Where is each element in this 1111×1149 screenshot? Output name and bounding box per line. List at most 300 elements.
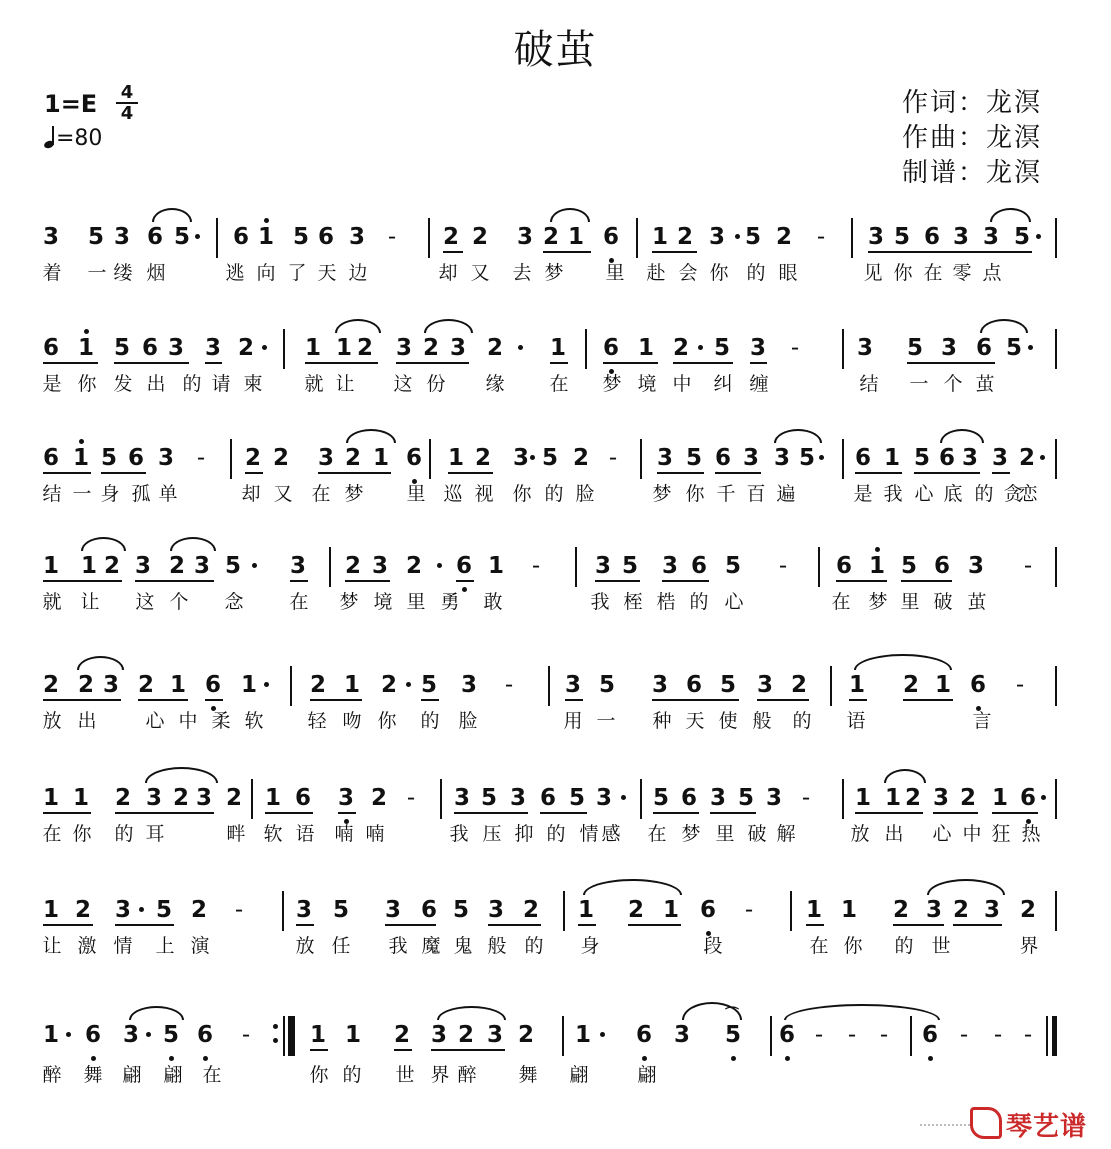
- note: 6: [700, 895, 716, 925]
- tie-slur: [583, 879, 682, 895]
- lyric-char: 梦: [652, 483, 672, 505]
- high-octave-dot: [84, 329, 89, 334]
- note: 1: [43, 1022, 60, 1048]
- note: 3: [517, 224, 534, 250]
- beam-underline: [205, 699, 223, 701]
- tie-slur: [424, 319, 473, 333]
- lyric-char: 一: [72, 483, 92, 505]
- note: 5: [725, 553, 742, 579]
- beam-underline: [454, 812, 528, 814]
- note: 1: [345, 1022, 362, 1048]
- note: 3: [396, 335, 413, 361]
- lyric-char: 赴: [646, 262, 666, 284]
- note: 2: [628, 897, 645, 923]
- note: 1: [43, 897, 60, 923]
- lyric-char: 在: [549, 373, 569, 395]
- note: 2: [75, 897, 92, 923]
- lyric-char: 就: [42, 591, 62, 613]
- note: 6: [128, 445, 145, 471]
- note: 2: [472, 224, 489, 250]
- note: 2: [443, 224, 460, 250]
- beam-underline: [628, 924, 681, 926]
- beam-underline: [855, 812, 923, 814]
- lyric-char: 用: [563, 710, 583, 732]
- note: 3: [657, 445, 674, 471]
- lyric-char: 的: [420, 710, 440, 732]
- lyric-char: 吻: [342, 710, 362, 732]
- tie-slur: [990, 208, 1031, 222]
- note: 6: [636, 1020, 652, 1050]
- lyric-char: 醉: [42, 1064, 62, 1086]
- lyric-char: 结: [859, 373, 879, 395]
- note: 2: [173, 785, 190, 811]
- lyric-char: 柬: [243, 373, 263, 395]
- beam-underline: [901, 580, 952, 582]
- note: 2: [673, 335, 690, 361]
- lyric-char: 你: [377, 710, 397, 732]
- lyric-char: 软: [263, 823, 283, 845]
- tie-slur: [170, 537, 216, 551]
- beam-underline: [662, 580, 709, 582]
- lyric-char: 喃: [365, 823, 385, 845]
- lyric-char: 梦: [681, 823, 701, 845]
- note: 2: [138, 672, 155, 698]
- lyric-char: 梦: [868, 591, 888, 613]
- note-extension: -: [790, 335, 800, 361]
- note: 6: [197, 1020, 213, 1050]
- lyric-char: 你: [843, 935, 863, 957]
- note: 3: [431, 1022, 448, 1048]
- tie-slur: [927, 879, 1005, 895]
- beam-underline: [296, 924, 314, 926]
- note: 6: [421, 897, 438, 923]
- note: 6: [976, 335, 993, 361]
- augmentation-dot: [66, 1032, 71, 1037]
- note: 3: [510, 785, 527, 811]
- lyric-char: 了: [287, 262, 307, 284]
- note: 3: [196, 785, 213, 811]
- lyric-char: 般: [487, 935, 507, 957]
- lyric-char: 却: [241, 483, 261, 505]
- note: 1: [578, 897, 595, 923]
- lyric-char: 在: [923, 262, 943, 284]
- bar-line: [910, 1016, 912, 1056]
- note: 2: [458, 1022, 475, 1048]
- bar-line: [1055, 329, 1057, 369]
- bar-line: [636, 218, 638, 258]
- beam-underline: [933, 812, 978, 814]
- beam-underline: [310, 699, 362, 701]
- beam-underline: [43, 924, 93, 926]
- bar-line: [851, 218, 853, 258]
- note: 1: [373, 445, 390, 471]
- lyric-char: 种: [652, 710, 672, 732]
- lyric-char: 破: [747, 823, 767, 845]
- tie-slur: [81, 537, 126, 551]
- note: 6: [147, 224, 164, 250]
- note: 1: [992, 785, 1009, 811]
- lyric-char: 巡: [443, 483, 463, 505]
- lyrics-row: [0, 706, 1111, 736]
- lyric-char: 的: [894, 935, 914, 957]
- note: 2: [394, 1022, 411, 1048]
- note: 1: [855, 785, 872, 811]
- augmentation-dot: [1036, 234, 1041, 239]
- beam-underline: [893, 924, 944, 926]
- lyric-char: 我: [449, 823, 469, 845]
- lyric-char: 一: [596, 710, 616, 732]
- augmentation-dot: [252, 563, 257, 568]
- bar-line: [770, 1016, 772, 1056]
- note: 2: [475, 445, 492, 471]
- beam-underline: [290, 580, 308, 582]
- lyric-char: 梦: [344, 483, 364, 505]
- note: 3: [968, 553, 985, 579]
- note-extension: -: [504, 672, 514, 698]
- note: 1: [78, 333, 94, 363]
- note: 5: [333, 897, 350, 923]
- lyric-char: 个: [169, 591, 189, 613]
- note: 3: [983, 224, 1000, 250]
- note: 5: [481, 785, 498, 811]
- beam-underline: [750, 362, 767, 364]
- note: 5: [225, 553, 242, 579]
- lyric-char: 桎: [623, 591, 643, 613]
- lyric-char: 又: [470, 262, 490, 284]
- lyric-char: 段: [703, 935, 723, 957]
- note: 5: [88, 224, 105, 250]
- lyric-char: 放: [850, 823, 870, 845]
- note: 5: [156, 897, 173, 923]
- beam-underline: [443, 251, 463, 253]
- lyric-char: 你: [72, 823, 92, 845]
- note-extension: -: [847, 1022, 857, 1048]
- note: 1: [73, 443, 89, 473]
- beam-underline: [543, 251, 591, 253]
- note: 2: [953, 897, 970, 923]
- note-extension: -: [196, 445, 206, 471]
- lyric-char: 茧: [975, 373, 995, 395]
- note: 5: [901, 553, 918, 579]
- note-extension: -: [879, 1022, 889, 1048]
- lyric-char: 般: [752, 710, 772, 732]
- note: 2: [903, 672, 920, 698]
- note: 5: [914, 445, 931, 471]
- bar-line: [842, 779, 844, 819]
- note-extension: -: [816, 224, 826, 250]
- note: 3: [115, 897, 132, 923]
- note: 2: [104, 553, 121, 579]
- lyric-char: 的: [689, 591, 709, 613]
- lyric-char: 的: [792, 710, 812, 732]
- bar-line: [251, 779, 253, 819]
- note: 3: [513, 445, 530, 471]
- lyric-char: 情: [579, 823, 599, 845]
- lyric-char: 天: [685, 710, 705, 732]
- bar-line: [293, 1016, 295, 1056]
- bar-line: [1055, 891, 1057, 931]
- beam-underline: [456, 580, 474, 582]
- lyric-char: 醉: [457, 1064, 477, 1086]
- beam-underline: [578, 924, 596, 926]
- note: 6: [43, 445, 60, 471]
- beam-underline: [385, 924, 436, 926]
- note: 3: [205, 335, 222, 361]
- note: 3: [488, 897, 505, 923]
- lyric-char: 去: [512, 262, 532, 284]
- beam-underline: [806, 924, 824, 926]
- lyric-char: 孤: [131, 483, 151, 505]
- lyric-char: 边: [348, 262, 368, 284]
- augmentation-dot: [264, 682, 269, 687]
- bar-line: [575, 547, 577, 587]
- bar-line: [818, 547, 820, 587]
- lyric-char: 个: [943, 373, 963, 395]
- note: 1: [575, 1022, 592, 1048]
- credit-score: 制谱：龙溟: [902, 158, 1043, 188]
- lyric-char: 放: [42, 710, 62, 732]
- note: 6: [715, 445, 732, 471]
- lyric-char: 的: [974, 483, 994, 505]
- lyric-char: 里: [406, 591, 426, 613]
- lyric-char: 世: [931, 935, 951, 957]
- augmentation-dot: [1040, 455, 1045, 460]
- tempo-marking: [44, 126, 102, 151]
- lyric-char: 畔: [226, 823, 246, 845]
- note: 6: [603, 333, 619, 363]
- beam-underline: [318, 472, 391, 474]
- augmentation-dot: [1041, 795, 1046, 800]
- tie-slur: [940, 429, 984, 443]
- lyric-char: 千: [716, 483, 736, 505]
- note-extension: -: [959, 1022, 969, 1048]
- note-extension: -: [1023, 553, 1033, 579]
- lyric-char: 一: [87, 262, 107, 284]
- lyric-char: 出: [77, 710, 97, 732]
- lyric-char: 使: [718, 710, 738, 732]
- beam-underline: [540, 812, 587, 814]
- note-extension: -: [241, 1022, 251, 1048]
- lyric-char: 轻: [307, 710, 327, 732]
- beam-underline: [338, 812, 356, 814]
- beam-underline: [114, 362, 189, 364]
- augmentation-dot: [819, 455, 824, 460]
- note: 2: [1020, 897, 1037, 923]
- lyric-char: 界: [1019, 935, 1039, 957]
- note: 1: [336, 335, 353, 361]
- note: 3: [662, 553, 679, 579]
- note: 3: [941, 335, 958, 361]
- note-extension: -: [778, 553, 788, 579]
- note: 1: [884, 445, 901, 471]
- lyric-char: 梏: [656, 591, 676, 613]
- augmentation-dot: [146, 1032, 151, 1037]
- note: 6: [456, 551, 472, 581]
- note: 1: [841, 897, 858, 923]
- note: 1: [265, 785, 282, 811]
- note: 3: [338, 783, 354, 813]
- lyric-char: 里: [605, 262, 625, 284]
- lyric-char: 让: [335, 373, 355, 395]
- note: 3: [953, 224, 970, 250]
- bar-line: [230, 439, 232, 479]
- note: 3: [296, 897, 313, 923]
- note: 3: [984, 897, 1001, 923]
- lyrics-row: [0, 369, 1111, 399]
- lyric-char: 点: [982, 262, 1002, 284]
- note: 1: [550, 335, 567, 361]
- note: 1: [568, 224, 585, 250]
- augmentation-dot: [600, 1032, 605, 1037]
- tie-slur: [774, 429, 822, 443]
- note: 1: [258, 222, 274, 252]
- bar-line: [585, 329, 587, 369]
- notation-row: [0, 670, 1111, 710]
- augmentation-dot: [262, 345, 267, 350]
- note-extension: -: [406, 785, 416, 811]
- note: 2: [573, 445, 590, 471]
- lyric-char: 柔: [211, 710, 231, 732]
- note: 3: [926, 897, 943, 923]
- lyric-char: 出: [884, 823, 904, 845]
- beam-underline: [992, 472, 1010, 474]
- note: 3: [43, 224, 60, 250]
- lyric-char: 让: [80, 591, 100, 613]
- note-extension: -: [531, 553, 541, 579]
- note: 3: [194, 553, 211, 579]
- note: 5: [894, 224, 911, 250]
- note: 1: [652, 224, 669, 250]
- note: 6: [779, 1020, 795, 1050]
- notation-row: [0, 443, 1111, 483]
- note: 2: [371, 785, 388, 811]
- bar-line: [1055, 779, 1057, 819]
- note: 1: [43, 553, 60, 579]
- tempo-value: =80: [56, 126, 103, 151]
- note: 6: [939, 445, 956, 471]
- augmentation-dot: [195, 234, 200, 239]
- lyric-char: 敢: [483, 591, 503, 613]
- lyrics-row: [0, 931, 1111, 961]
- note: 2: [523, 897, 540, 923]
- note: 3: [766, 785, 783, 811]
- lyric-char: 遍: [776, 483, 796, 505]
- note: 6: [691, 553, 708, 579]
- lyric-char: 天: [317, 262, 337, 284]
- lyric-char: 结: [42, 483, 62, 505]
- lyric-char: 贪: [1003, 483, 1023, 505]
- note: 6: [922, 1020, 938, 1050]
- lyric-char: 放: [295, 935, 315, 957]
- note: 6: [142, 335, 159, 361]
- lyric-char: 抑: [514, 823, 534, 845]
- note: 2: [905, 785, 922, 811]
- bar-line: [640, 779, 642, 819]
- note: 2: [406, 553, 423, 579]
- lyric-char: 翩: [163, 1064, 183, 1086]
- bar-line: [1055, 439, 1057, 479]
- lyric-char: 缕: [113, 262, 133, 284]
- lyric-char: 在: [289, 591, 309, 613]
- notation-row: [0, 551, 1111, 591]
- time-signature-bottom: 4: [120, 103, 134, 124]
- lyric-char: 心: [145, 710, 165, 732]
- lyric-char: 出: [146, 373, 166, 395]
- note: 5: [163, 1020, 179, 1050]
- beam-underline: [345, 580, 390, 582]
- lyric-char: 在: [647, 823, 667, 845]
- augmentation-dot: [518, 345, 523, 350]
- augmentation-dot: [530, 455, 535, 460]
- lyric-char: 界: [430, 1064, 450, 1086]
- note: 3: [595, 553, 612, 579]
- note: 2: [345, 445, 362, 471]
- lyric-char: 你: [685, 483, 705, 505]
- beam-underline: [673, 362, 733, 364]
- note: 2: [191, 897, 208, 923]
- lyric-char: 发: [113, 373, 133, 395]
- note: 2: [776, 224, 793, 250]
- high-octave-dot: [264, 218, 269, 223]
- lyric-char: 翩: [637, 1064, 657, 1086]
- note: 5: [453, 897, 470, 923]
- beam-underline: [836, 580, 887, 582]
- note: 2: [677, 224, 694, 250]
- note: 3: [318, 445, 335, 471]
- note: 3: [158, 445, 175, 471]
- beam-underline: [907, 362, 995, 364]
- note: 5: [421, 672, 438, 698]
- lyric-char: 纠: [713, 373, 733, 395]
- lyric-char: 解: [776, 823, 796, 845]
- note: 2: [169, 553, 186, 579]
- beam-underline: [421, 699, 439, 701]
- bar-line: [842, 439, 844, 479]
- beam-underline: [101, 472, 146, 474]
- note: 6: [205, 670, 221, 700]
- beam-underline: [652, 251, 697, 253]
- note: 2: [423, 335, 440, 361]
- bar-line: [329, 547, 331, 587]
- lyric-char: 你: [77, 373, 97, 395]
- beam-underline: [431, 1049, 505, 1051]
- note: 6: [836, 553, 853, 579]
- note: 5: [174, 224, 191, 250]
- tie-slur: [152, 208, 192, 222]
- bar-line: [1055, 666, 1057, 706]
- note: 3: [750, 335, 767, 361]
- lyric-char: 语: [295, 823, 315, 845]
- tie-slur: [980, 319, 1028, 333]
- beam-underline: [550, 362, 568, 364]
- beam-underline: [652, 699, 739, 701]
- note: 1: [448, 445, 465, 471]
- note: 2: [245, 445, 262, 471]
- lyric-char: 缘: [485, 373, 505, 395]
- tie-slur: [335, 319, 381, 333]
- note: 3: [372, 553, 389, 579]
- lyric-char: 心: [932, 823, 952, 845]
- note-extension: -: [744, 897, 754, 923]
- lyric-char: 破: [933, 591, 953, 613]
- beam-underline: [715, 472, 761, 474]
- lyric-char: 又: [273, 483, 293, 505]
- lyric-char: 缠: [749, 373, 769, 395]
- watermark-logo: 琴艺谱: [970, 1106, 1087, 1143]
- note: 5: [622, 553, 639, 579]
- lyric-char: 里: [715, 823, 735, 845]
- lyric-char: 是: [42, 373, 62, 395]
